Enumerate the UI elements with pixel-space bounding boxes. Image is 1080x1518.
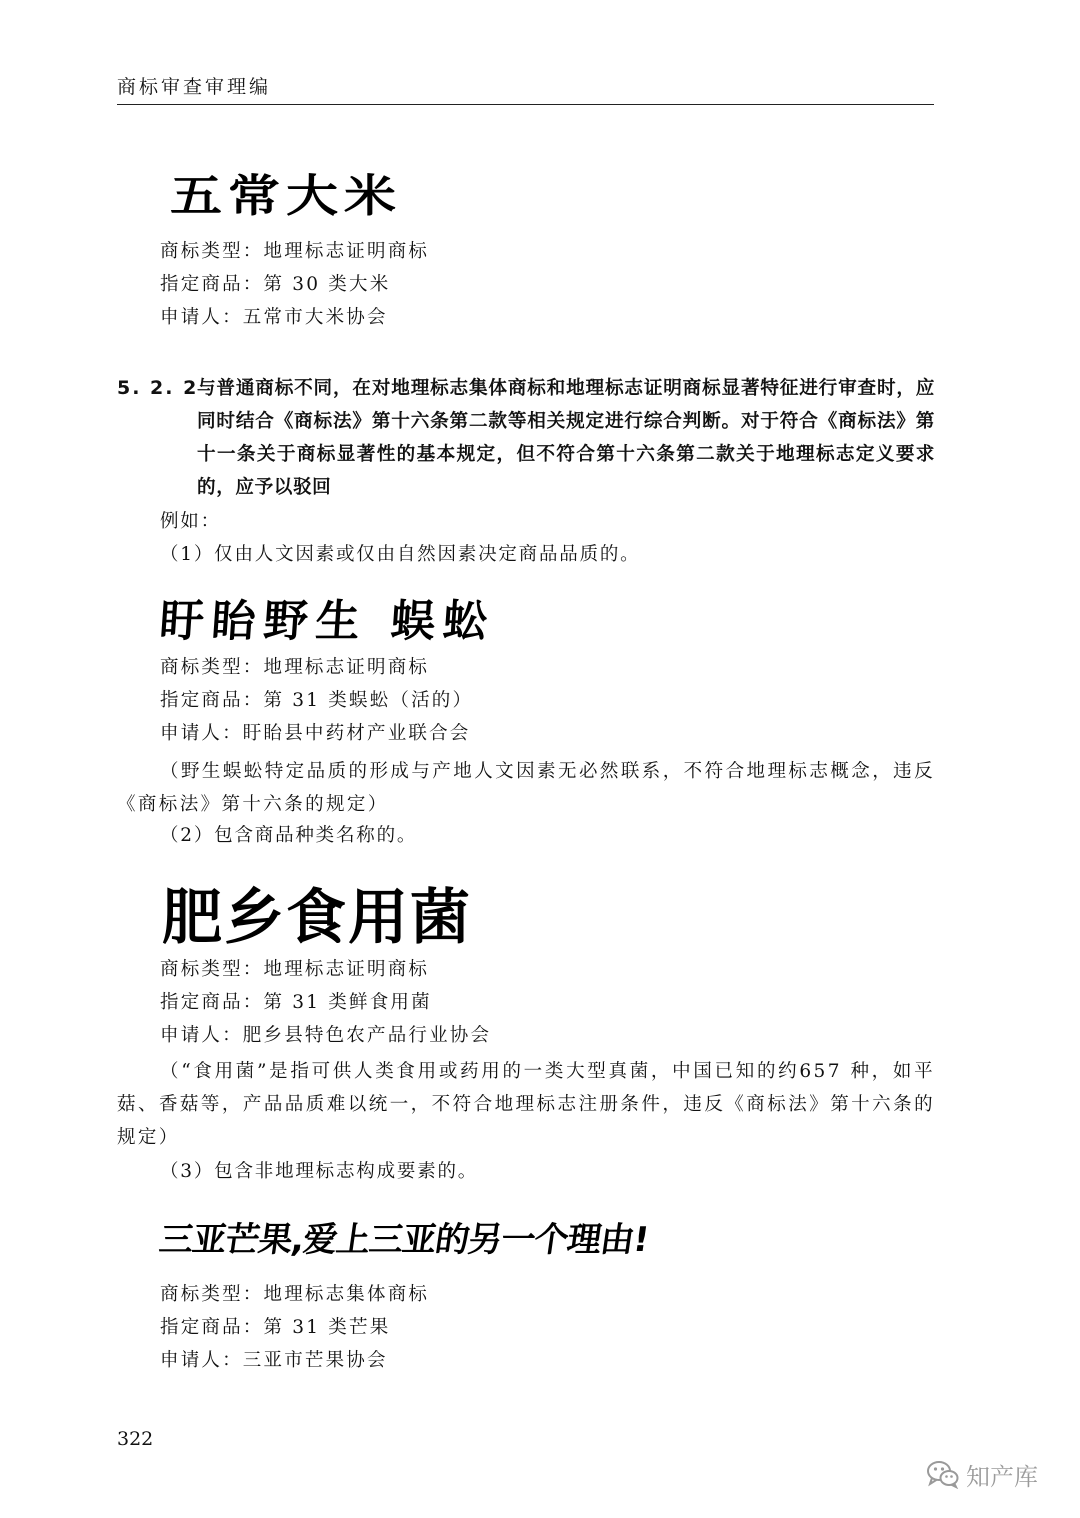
header-rule (117, 104, 934, 105)
page-number: 322 (117, 1428, 154, 1450)
designated-goods: 指定商品：第 31 类蜈蚣（活的） (160, 690, 474, 711)
trademark-type: 商标类型：地理标志证明商标 (160, 241, 430, 262)
trademark-info-sanya (160, 1278, 429, 1377)
case-heading-1: （1）仅由人文因素或仅由自然因素决定商品品质的。 (160, 544, 641, 565)
rejection-note-feixiang: （“食用菌”是指可供人类食用或药用的一类大型真菌，中国已知的约657 种，如平菇、香菇等，产品品质难以统一，不符合地理标志注册条件，违反《商标法》第十六条的规定） (117, 1061, 935, 1148)
applicant: 申请人：肥乡县特色农产品行业协会 (160, 1025, 492, 1046)
case-heading-2: （2）包含商品种类名称的。 (160, 825, 418, 846)
running-head: 商标审查审理编 (117, 76, 272, 98)
trademark-type: 商标类型：地理标志证明商标 (160, 959, 430, 980)
trademark-info-feixiang (160, 953, 491, 1052)
applicant: 申请人：五常市大米协会 (160, 307, 388, 328)
example-label: 例如： (160, 511, 221, 532)
wechat-icon (926, 1459, 960, 1489)
trademark-info-xuyi (160, 651, 473, 750)
trademark-info-wuchang (160, 235, 429, 334)
trademark-image-wuchang: 五常大米 (170, 171, 403, 223)
designated-goods: 指定商品：第 31 类芒果 (160, 1317, 391, 1338)
watermark (926, 1456, 1038, 1492)
trademark-type: 商标类型：地理标志集体商标 (160, 1284, 430, 1305)
section-text: 与普通商标不同，在对地理标志集体商标和地理标志证明商标显著特征进行审查时，应同时结合《商标法》第十六条第二款等相关规定进行综合判断。对于符合《商标法》第十一条关于商标显著性的基本规定，但不符合第十六条第二款关于地理标志定义要求的，应予以驳回 (197, 378, 935, 498)
rejection-note-xuyi: （野生蜈蚣特定品质的形成与产地人文因素无必然联系，不符合地理标志概念，违反《商标法》第十六条的规定） (117, 761, 935, 815)
trademark-image-sanya: 三亚芒果,爱上三亚的另一个理由! (156, 1220, 651, 1260)
designated-goods: 指定商品：第 31 类鲜食用菌 (160, 992, 432, 1013)
watermark-text: 知产库 (966, 1462, 1038, 1491)
designated-goods: 指定商品：第 30 类大米 (160, 274, 391, 295)
trademark-image-xuyi: 盱眙野生 蜈蚣 (157, 596, 497, 647)
section-number: 5. 2. 2 (117, 377, 199, 399)
trademark-type: 商标类型：地理标志证明商标 (160, 657, 430, 678)
applicant: 申请人：三亚市芒果协会 (160, 1350, 388, 1371)
trademark-image-feixiang: 肥乡食用菌 (162, 883, 472, 953)
case-heading-3: （3）包含非地理标志构成要素的。 (160, 1161, 479, 1182)
applicant: 申请人：盱眙县中药材产业联合会 (160, 723, 471, 744)
